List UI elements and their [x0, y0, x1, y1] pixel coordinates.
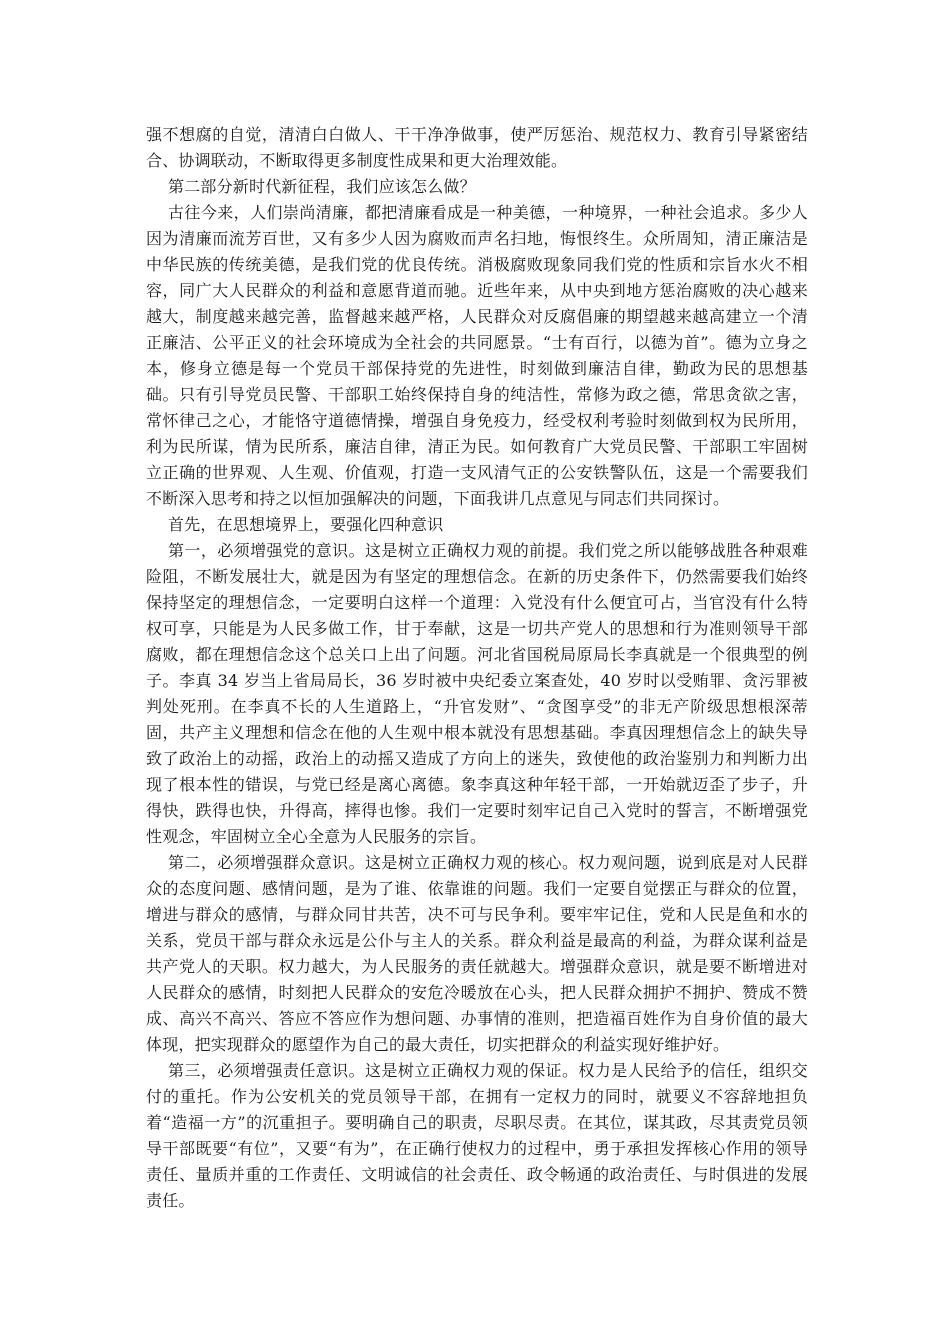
paragraph-party-awareness: 第一，必须增强党的意识。这是树立正确权力观的前提。我们党之所以能够战胜各种艰难险阻，不断发展壮大，就是因为有坚定的理想信念。在新的历史条件下，仍然需要我们始终保持坚定的理想信念，一定要明白这样一个道理：入党没有什么便宜可占，当官没有什么特权可享，只能是为人民多做工作，甘于奉献，这是一切共产党人的思想和行为准则领导干部腐败，都在理想信念这个总关口上出了问题。河北省国税局原局长李真就是一个很典型的例子。李真 34 岁当上省局局长，36 岁时被中央纪委立案查处，40 岁时以受贿罪、贪污罪被判处死刑。在李真不长的人生道路上，“升官发财”、“贪图享受”的非无产阶级思想根深蒂固，共产主义理想和信念在他的人生观中根本就没有思想基础。李真因理想信念上的缺失导致了政治上的动摇，政治上的动摇又造成了方向上的迷失，致使他的政治鉴别力和判断力出现了根本性的错误，与党已经是离心离德。象李真这种年轻干部，一开始就迈歪了步子，升得快，跌得也快，升得高，摔得也惨。我们一定要时刻牢记自己入党时的誓言，不断增强党性观念，牢固树立全心全意为人民服务的宗旨。	[146, 541, 808, 846]
section-heading-four-awareness: 首先，在思想境界上，要强化四种意识	[168, 515, 444, 534]
paragraph-responsibility-awareness: 第三，必须增强责任意识。这是树立正确权力观的保证。权力是人民给予的信任，组织交付的重托。作为公安机关的党员领导干部，在拥有一定权力的同时，就要义不容辞地担负着“造福一方”的沉重担子。要明确自己的职责，尽职尽责。在其位，谋其政，尽其责党员领导干部既要“有位”，又要“有为”，在正确行使权力的过程中，勇于承担发挥核心作用的领导责任、量质并重的工作责任、文明诚信的社会责任、政令畅通的政治责任、与时俱进的发展责任。	[146, 1061, 808, 1210]
paragraph-1: 强不想腐的自觉，清清白白做人、干干净净做事，使严厉惩治、规范权力、教育引导紧密结合、协调联动，不断取得更多制度性成果和更大治理效能。	[146, 125, 808, 170]
paragraph-intro: 古往今来，人们崇尚清廉，都把清廉看成是一种美德，一种境界，一种社会追求。多少人因为清廉而流芳百世，又有多少人因为腐败而声名扫地，悔恨终生。众所周知，清正廉洁是中华民族的传统美德，是我们党的优良传统。消极腐败现象同我们党的性质和宗旨水火不相容，同广大人民群众的利益和意愿背道而驰。近些年来，从中央到地方惩治腐败的决心越来越大，制度越来越完善，监督越来越严格，人民群众对反腐倡廉的期望越来越高建立一个清正廉洁、公平正义的社会环境成为全社会的共同愿景。“士有百行，以德为首”。德为立身之本，修身立德是每一个党员干部保持党的先进性，时刻做到廉洁自律，勤政为民的思想基础。只有引导党员民警、干部职工始终保持自身的纯洁性，常修为政之德，常思贪欲之害，常怀律己之心，才能恪守道德情操，增强自身免疫力，经受权利考验时刻做到权为民所用，利为民所谋，情为民所系，廉洁自律，清正为民。如何教育广大党员民警、干部职工牢固树立正确的世界观、人生观、价值观，打造一支风清气正的公安铁警队伍，这是一个需要我们不断深入思考和持之以恒加强解决的问题，下面我讲几点意见与同志们共同探讨。	[146, 203, 808, 508]
document-body	[146, 122, 808, 1214]
paragraph-mass-awareness: 第二，必须增强群众意识。这是树立正确权力观的核心。权力观问题，说到底是对人民群众的态度问题、感情问题，是为了谁、依靠谁的问题。我们一定要自觉摆正与群众的位置，增进与群众的感情，与群众同甘共苦，决不可与民争利。要牢牢记住，党和人民是鱼和水的关系，党员干部与群众永远是公仆与主人的关系。群众利益是最高的利益，为群众谋利益是共产党人的天职。权力越大，为人民服务的责任就越大。增强群众意识，就是要不断增进对人民群众的感情，时刻把人民群众的安危冷暖放在心头，把人民群众拥护不拥护、赞成不赞成、高兴不高兴、答应不答应作为想问题、办事情的准则，把造福百姓作为自身价值的最大体现，把实现群众的愿望作为自己的最大责任，切实把群众的利益实现好维护好。	[146, 853, 808, 1054]
section-heading-part-two: 第二部分新时代新征程，我们应该怎么做？	[168, 177, 476, 196]
